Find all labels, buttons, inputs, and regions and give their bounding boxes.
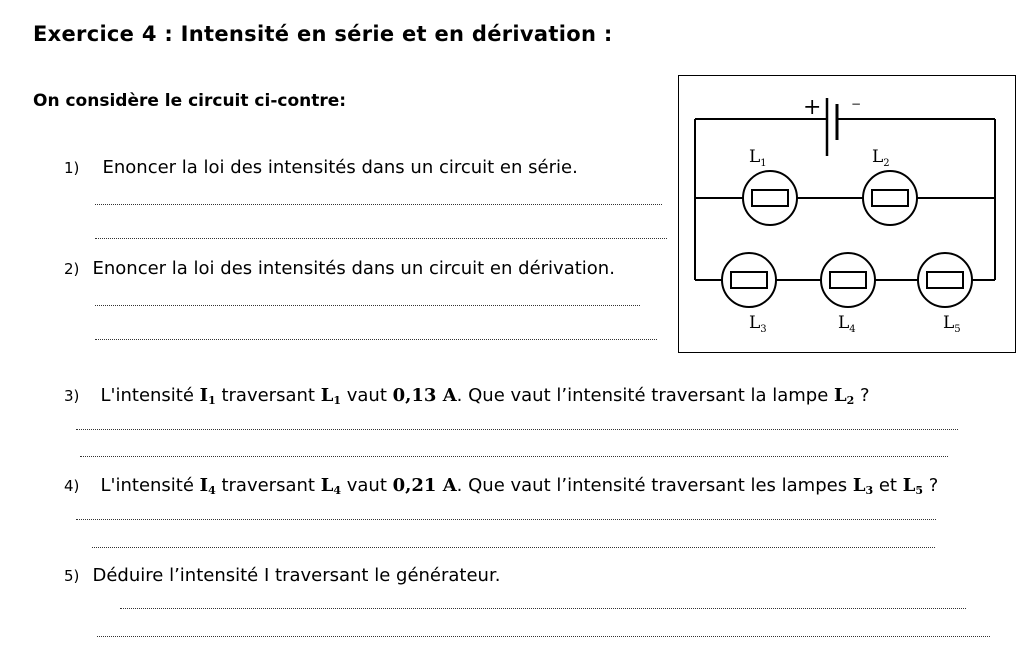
circuit-diagram [678, 75, 1016, 353]
question-5 [64, 565, 500, 586]
answer-line[interactable] [97, 636, 990, 637]
question-number: 4) [64, 477, 80, 495]
answer-line[interactable] [80, 456, 948, 457]
value-intensity: 0,13 A [392, 385, 457, 406]
symbol-l2: $L_2$ [834, 385, 855, 407]
question-text: Enoncer la loi des intensités dans un circuit en dérivation. [92, 258, 615, 279]
answer-line[interactable] [95, 204, 662, 205]
exercise-title: Exercice 4 : Intensité en série et en dérivation : [33, 22, 613, 46]
lamp-label-l4: $L_4$ [838, 313, 856, 335]
symbol-l4: $L_4$ [320, 475, 341, 497]
answer-line[interactable] [76, 429, 958, 430]
answer-line[interactable] [76, 519, 936, 520]
lamp-l3 [722, 253, 776, 307]
question-4 [64, 475, 938, 496]
lamp-l4 [821, 253, 875, 307]
intro-text: On considère le circuit ci-contre: [33, 91, 347, 111]
symbol-l5: $L_5$ [902, 475, 924, 497]
question-3 [64, 385, 870, 406]
answer-line[interactable] [95, 238, 667, 239]
question-text: L'intensité $I_1$ traversant $L_1$ vaut 0,13 A. Que vaut l’intensité traversant la lampe $L_2$ ? [100, 385, 870, 407]
lamp-label-l3: $L_3$ [749, 313, 767, 335]
question-number: 5) [64, 567, 80, 585]
question-number: 2) [64, 260, 80, 278]
battery-minus-label: − [851, 97, 862, 111]
question-1 [64, 157, 578, 178]
symbol-l1: $L_1$ [320, 385, 341, 407]
lamp-label-l5: $L_5$ [943, 313, 961, 335]
answer-line[interactable] [120, 608, 966, 609]
value-intensity: 0,21 A [392, 475, 457, 496]
symbol-l3: $L_3$ [852, 475, 874, 497]
symbol-i1: $I_1$ [199, 385, 216, 407]
lamp-l5 [918, 253, 972, 307]
question-text: Déduire l’intensité I traversant le générateur. [92, 565, 501, 586]
answer-line[interactable] [95, 305, 640, 306]
lamp-l2 [863, 171, 917, 225]
question-number: 1) [64, 159, 80, 177]
lamp-l1 [743, 171, 797, 225]
question-text: L'intensité $I_4$ traversant $L_4$ vaut 0,21 A. Que vaut l’intensité traversant les lampes $L_3$ et $L_5$ ? [100, 475, 939, 497]
symbol-i4: $I_4$ [199, 475, 216, 497]
battery-plus-label: + [803, 95, 822, 120]
answer-line[interactable] [95, 339, 657, 340]
lamp-label-l2: $L_2$ [872, 147, 890, 169]
answer-line[interactable] [92, 547, 935, 548]
question-2 [64, 258, 615, 279]
question-text: Enoncer la loi des intensités dans un circuit en série. [102, 157, 578, 178]
question-number: 3) [64, 387, 80, 405]
lamp-label-l1: $L_1$ [749, 147, 767, 169]
